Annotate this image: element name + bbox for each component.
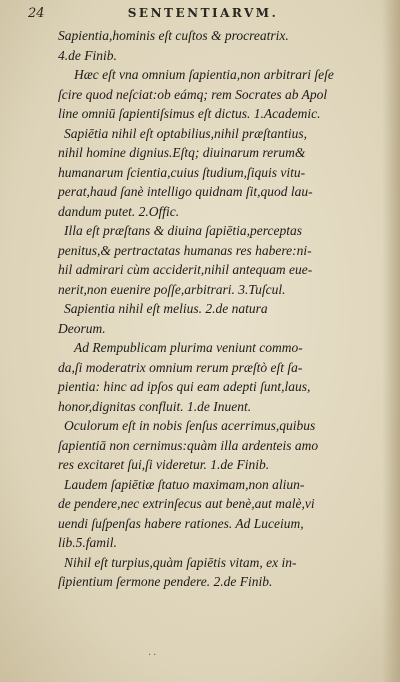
text-line: res excitaret ſui,ſi videretur. 1.de Finib.: [58, 457, 270, 472]
text-line: Sapientia,hominis eſt cuſtos & procreatrix.: [58, 28, 289, 43]
text-line: honor,dignitas confluit. 1.de Inuent.: [58, 398, 252, 414]
running-head: SENTENTIARVM.: [127, 6, 279, 20]
text-line: Laudem ſapiētiæ ſtatuo maximam,non aliun-: [64, 476, 305, 492]
text-line: nihil homine dignius.Eſtq; diuinarum rerum&: [58, 145, 306, 160]
text-line: Hæc eſt vna omnium ſapientia,non arbitrari ſeſe: [74, 67, 334, 82]
text-line: Illa eſt præſtans & diuina ſapiētia,perceptas: [64, 223, 302, 238]
text-line: nerit,non euenire poſſe,arbitrari. 3.Tuſcul.: [58, 281, 286, 297]
page-number: 24: [28, 6, 45, 21]
text-line: Sapiētia nihil eſt optabilius,nihil præſtantius,: [64, 125, 308, 141]
text-line: hil admirari cùm acciderit,nihil antequam eue-: [58, 262, 313, 277]
text-line: Deorum.: [58, 320, 106, 336]
text-line: ſcire quod neſciat:ob eámq; rem Socrates ab Apol: [58, 86, 328, 102]
text-line: line omniū ſapientiſsimus eſt dictus. 1.Academic.: [58, 106, 321, 121]
page-header: [28, 6, 378, 26]
body-text: [58, 26, 386, 592]
text-line: dandum putet. 2.Offic.: [58, 203, 180, 219]
text-line: humanarum ſcientia,cuius ſtudium,ſiquis vitu-: [58, 164, 306, 180]
text-line: ſipientium ſermone pendere. 2.de Finib.: [58, 574, 273, 589]
text-line: uendi ſuſpenſas habere rationes. Ad Luceium,: [58, 515, 304, 531]
text-line: ſapientiā non cernimus:quàm illa ardenteis amo: [58, 437, 319, 453]
text-line: de pendere,nec extrinſecus aut benè,aut malè,vi: [58, 496, 315, 511]
text-line: Sapientia nihil eſt melius. 2.de natura: [64, 301, 268, 316]
text-line: da,ſi moderatrix omnium rerum præſtò eſt ſa-: [58, 359, 303, 375]
text-line: Oculorum eſt in nobis ſenſus acerrimus,quibus: [64, 418, 316, 433]
text-line: Nihil eſt turpius,quàm ſapiētis vitam, ex in-: [64, 554, 297, 570]
footer-mark: ··: [148, 650, 159, 661]
text-line: 4.de Finib.: [58, 47, 117, 63]
text-line: pientia: hinc ad ipſos qui eam adepti ſunt,laus,: [58, 379, 311, 394]
text-line: lib.5.famil.: [58, 535, 117, 550]
text-line: Ad Rempublicam plurima veniunt commo-: [74, 340, 303, 355]
text-line: perat,haud ſanè intelligo quidnam ſit,quod lau-: [58, 184, 313, 199]
text-line: penitus,& pertractatas humanas res habere:ni-: [58, 242, 312, 258]
